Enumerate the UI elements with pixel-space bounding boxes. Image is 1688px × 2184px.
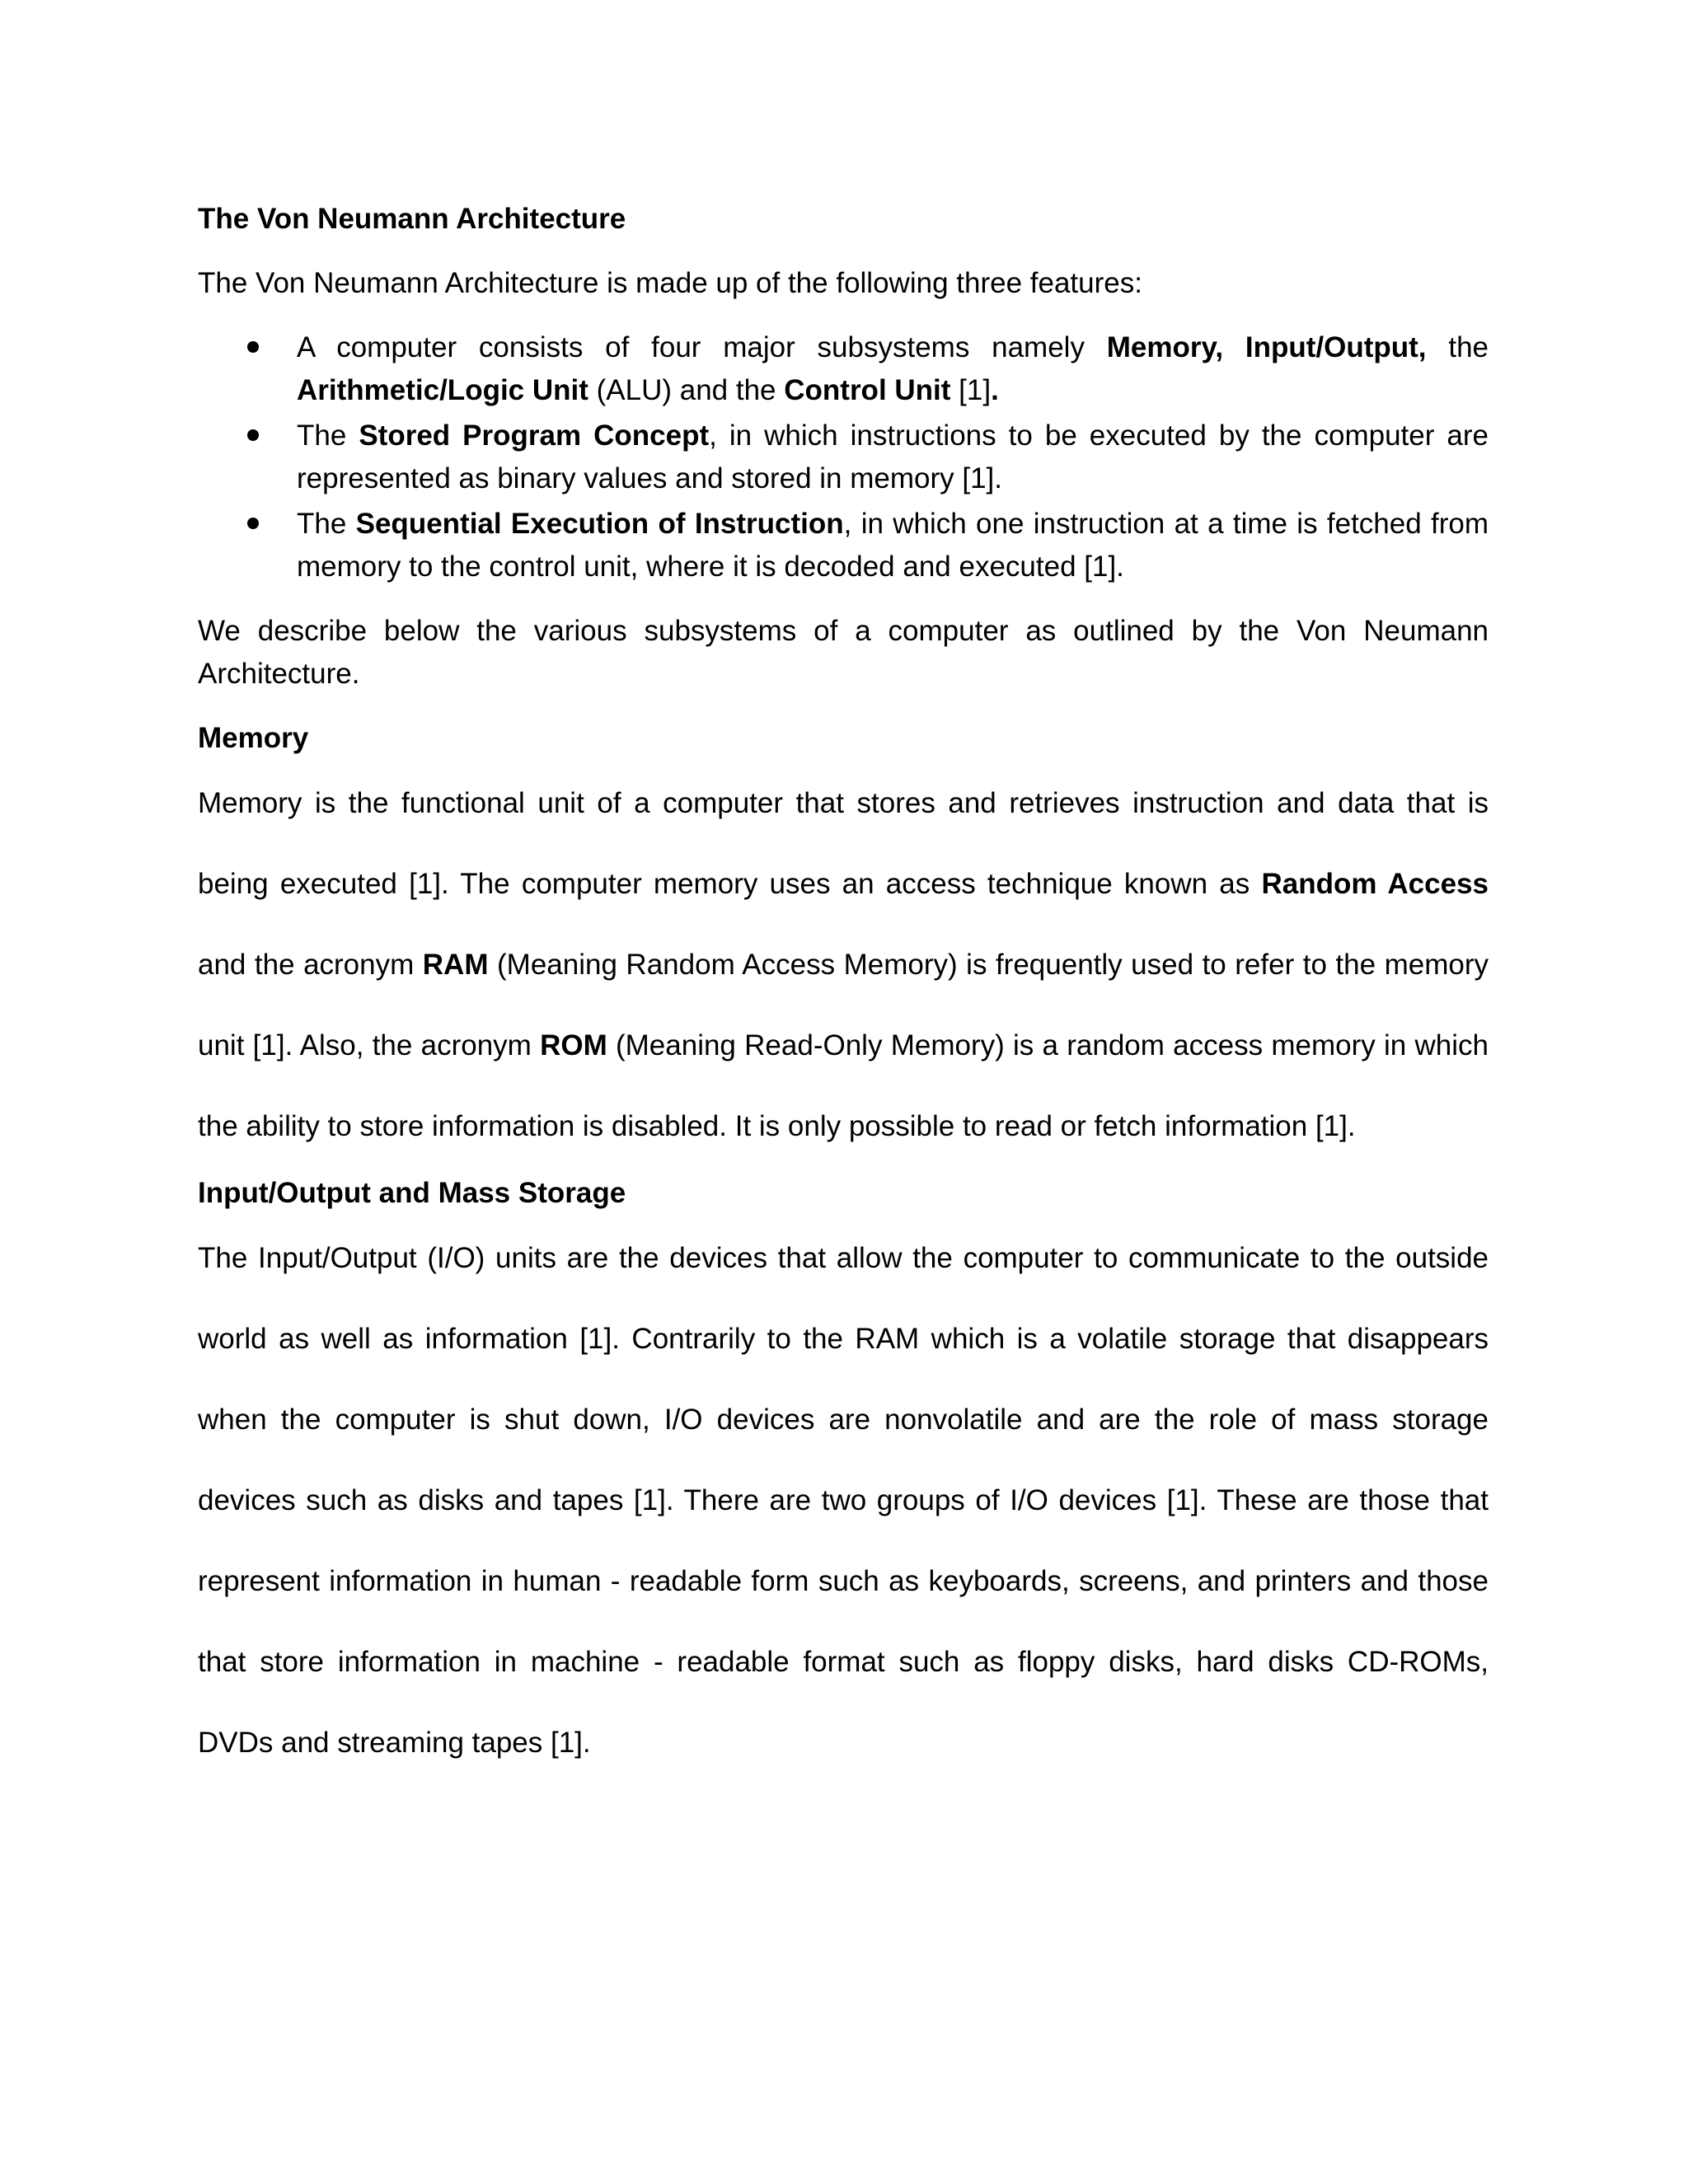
memory-paragraph bbox=[198, 763, 1489, 1167]
document-content bbox=[198, 198, 1489, 1783]
bullet-text: the bbox=[1426, 331, 1489, 363]
bullet-text: The bbox=[297, 419, 359, 452]
subsystems-intro: We describe below the various subsystems of a computer as outlined by the Von Neumann Architecture. bbox=[198, 615, 1489, 690]
bullet-icon bbox=[247, 518, 259, 529]
bullet-bold: . bbox=[991, 374, 999, 406]
memory-text: (Meaning Random Access Memory) is frequently used to refer to the memory unit [1]. Also, the acronym bbox=[198, 949, 1489, 1062]
bullet-bold: Sequential Execution of Instruction bbox=[355, 508, 844, 540]
memory-text: (Meaning Read-Only Memory) is a random access memory in which the ability to store information is disabled. It is only possible to read or fetch information [1]. bbox=[198, 1029, 1489, 1142]
bullet-text: (ALU) and the bbox=[588, 374, 785, 406]
memory-bold: RAM bbox=[422, 949, 489, 981]
bullet-bold: Arithmetic/Logic Unit bbox=[297, 374, 588, 406]
memory-text: Memory is the functional unit of a computer that stores and retrieves instruction and data that is being executed [1]. The computer memory uses an access technique known as bbox=[198, 787, 1489, 900]
memory-bold: Random Access bbox=[1261, 868, 1489, 900]
list-item bbox=[198, 503, 1489, 588]
features-list bbox=[198, 326, 1489, 588]
bullet-text: [1] bbox=[950, 374, 992, 406]
page-title: The Von Neumann Architecture bbox=[198, 203, 626, 235]
bullet-text: , in which instructions to be executed by the computer are represented as binary values and stored in memory [1]. bbox=[297, 419, 1489, 494]
intro-paragraph: The Von Neumann Architecture is made up of the following three features: bbox=[198, 267, 1142, 299]
bullet-text: The bbox=[297, 508, 356, 540]
memory-bold: ROM bbox=[540, 1029, 607, 1062]
bullet-icon bbox=[247, 429, 259, 441]
bullet-text: , in which one instruction at a time is fetched from memory to the control unit, where it is decoded and executed [1]. bbox=[297, 508, 1489, 583]
bullet-text: A computer consists of four major subsystems namely bbox=[297, 331, 1107, 363]
bullet-bold: Stored Program Concept bbox=[359, 419, 710, 452]
list-item bbox=[198, 326, 1489, 412]
bullet-icon bbox=[247, 341, 259, 353]
memory-text: and the acronym bbox=[198, 949, 423, 981]
bullet-bold: Memory, Input/Output, bbox=[1106, 331, 1427, 363]
list-item bbox=[198, 415, 1489, 500]
memory-heading: Memory bbox=[198, 722, 309, 754]
io-paragraph: The Input/Output (I/O) units are the devices that allow the computer to communicate to the outside world as well as information [1]. Contrarily to the RAM which is a volatile storage that disappears when the computer is shut down, I/O devices are nonvolatile and are the role of mass storage devices such as disks and tapes [1]. There are two groups of I/O devices [1]. These are those that represent information in human - readable form such as keyboards, screens, and printers and those that store information in machine - readable format such as floppy disks, hard disks CD-ROMs, DVDs and streaming tapes [1]. bbox=[198, 1242, 1489, 1759]
bullet-bold: Control Unit bbox=[784, 374, 951, 406]
io-heading: Input/Output and Mass Storage bbox=[198, 1177, 626, 1209]
